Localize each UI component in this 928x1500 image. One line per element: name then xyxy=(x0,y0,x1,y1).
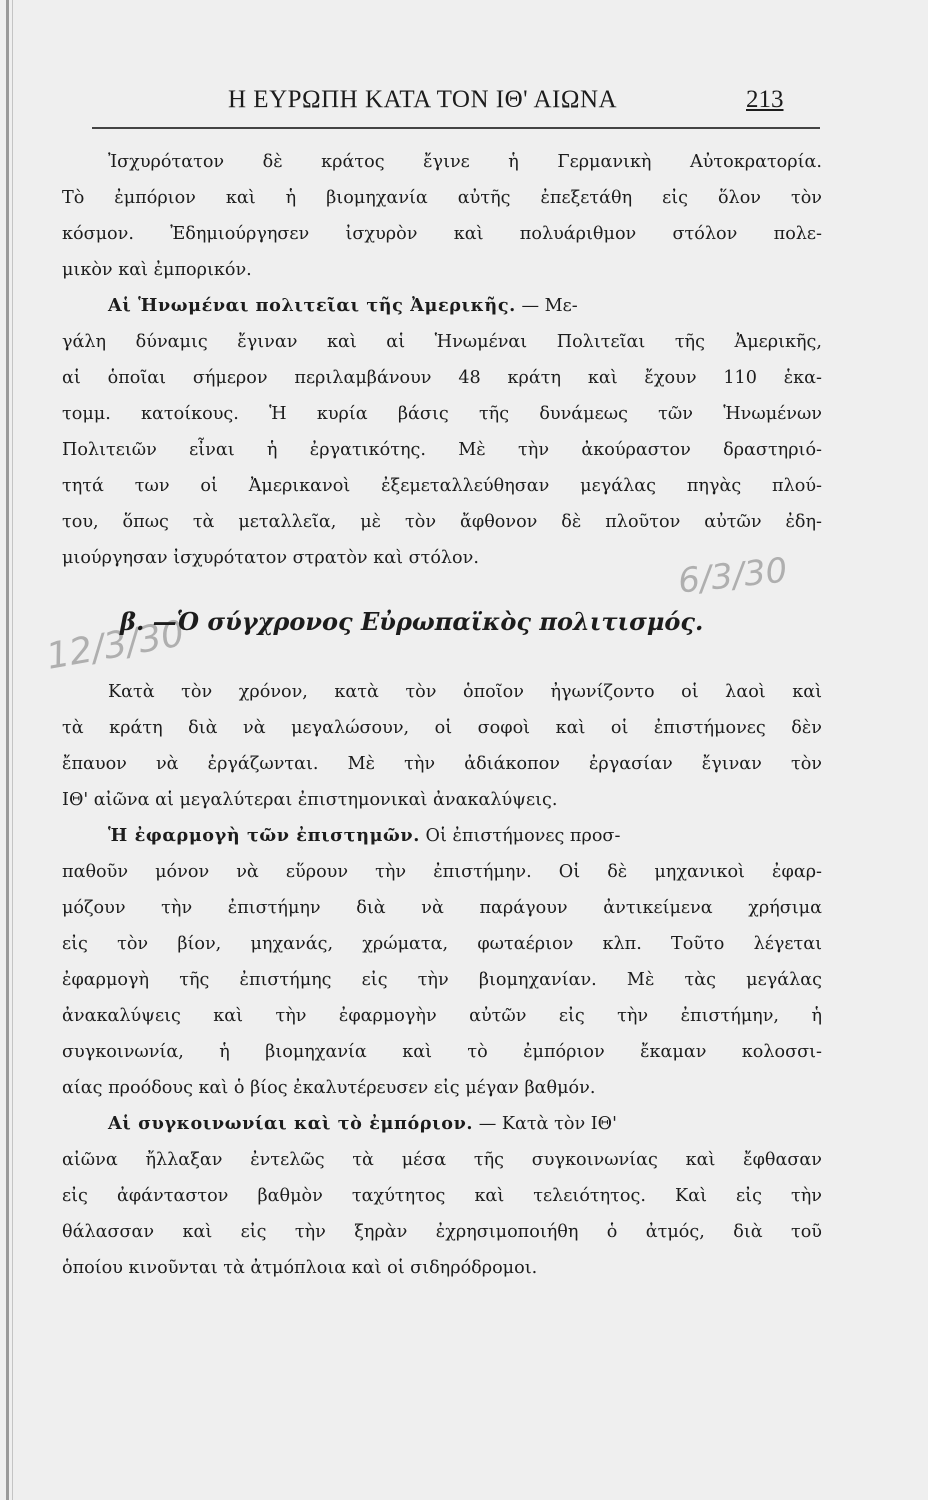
line-text: παθοῦν μόνον νὰ εὕρουν τὴν ἐπιστήμην. Οἱ δὲ μηχανικοὶ ἐφαρ- xyxy=(62,862,822,882)
text-line xyxy=(62,1214,822,1250)
text-line xyxy=(62,782,822,818)
text-line xyxy=(62,710,822,746)
line-text: τητά των οἱ Ἀμερικανοὶ ἐξεμεταλλεύθησαν μεγάλας πηγὰς πλού- xyxy=(62,476,822,496)
line-text: εἰς ἀφάνταστον βαθμὸν ταχύτητος καὶ τελειότητος. Καὶ εἰς τὴν xyxy=(62,1186,822,1206)
line-text: κόσμον. Ἐδημιούργησεν ἰσχυρὸν καὶ πολυάριθμον στόλον πολε- xyxy=(62,224,822,244)
line-text: θάλασσαν καὶ εἰς τὴν ξηρὰν ἐχρησιμοποιήθη ὁ ἀτμός, διὰ τοῦ xyxy=(62,1222,822,1242)
line-text: αίας προόδους καὶ ὁ βίος ἐκαλυτέρευσεν εἰς μέγαν βαθμόν. xyxy=(62,1078,596,1098)
line-text: μόζουν τὴν ἐπιστήμην διὰ νὰ παράγουν ἀντικείμενα χρήσιμα xyxy=(62,898,822,918)
text-line xyxy=(62,1178,822,1214)
paragraph-heading: Αἱ συγκοινωνίαι καὶ τὸ ἐμπόριον. xyxy=(108,1113,474,1134)
page-number: 213 xyxy=(746,86,784,113)
line-text: — Κατὰ τὸν ΙΘ' xyxy=(478,1114,617,1134)
header-rule xyxy=(92,127,820,129)
text-line xyxy=(62,324,822,360)
pencil-annotation: 12/3/30 xyxy=(43,613,188,678)
line-text: ἐφαρμογὴ τῆς ἐπιστήμης εἰς τὴν βιομηχανίαν. Μὲ τὰς μεγάλας xyxy=(62,970,822,990)
text-line xyxy=(62,854,822,890)
text-line xyxy=(62,216,822,252)
line-text: συγκοινωνία, ἡ βιομηχανία καὶ τὸ ἐμπόριον ἔκαμαν κολοσσι- xyxy=(62,1042,822,1062)
paragraph-heading: Αἱ Ἡνωμέναι πολιτεῖαι τῆς Ἀμερικῆς. xyxy=(108,295,516,316)
text-line xyxy=(62,746,822,782)
line-text: Κατὰ τὸν χρόνον, κατὰ τὸν ὁποῖον ἠγωνίζοντο οἱ λαοὶ καὶ xyxy=(108,682,822,702)
text-line xyxy=(62,396,822,432)
running-title: Η ΕΥΡΩΠΗ ΚΑΤΑ ΤΟΝ ΙΘ' ΑΙΩΝΑ xyxy=(228,86,618,113)
line-text: Πολιτειῶν εἶναι ἡ ἐργατικότης. Μὲ τὴν ἀκούραστον δραστηριό- xyxy=(62,440,822,460)
line-text: Οἱ ἐπιστήμονες προσ- xyxy=(425,826,621,846)
line-text: Ἰσχυρότατον δὲ κράτος ἔγινε ἡ Γερμανικὴ Αὐτοκρατορία. xyxy=(108,152,822,172)
text-line xyxy=(62,998,822,1034)
text-block-1 xyxy=(62,144,822,576)
line-text: ὁποίου κινοῦνται τὰ ἀτμόπλοια καὶ οἱ σιδηρόδρομοι. xyxy=(62,1258,538,1278)
line-text: Τὸ ἐμπόριον καὶ ἡ βιομηχανία αὐτῆς ἐπεξετάθη εἰς ὅλον τὸν xyxy=(62,188,822,208)
line-text: μικὸν καὶ ἐμπορικόν. xyxy=(62,260,252,280)
line-text: — Με- xyxy=(521,296,578,316)
binding-edge xyxy=(6,0,9,1500)
section-title: β. —Ὁ σύγχρονος Εὐρωπαϊκὸς πολιτισμός. xyxy=(120,607,704,636)
paragraph-heading: Ἡ ἐφαρμογὴ τῶν ἐπιστημῶν. xyxy=(108,825,420,846)
line-text: γάλη δύναμις ἔγιναν καὶ αἱ Ἡνωμέναι Πολιτεῖαι τῆς Ἀμερικῆς, xyxy=(62,332,822,352)
line-text: μιούργησαν ἰσχυρότατον στρατὸν καὶ στόλον. xyxy=(62,548,479,568)
text-line xyxy=(62,674,822,710)
text-line xyxy=(62,818,822,854)
line-text: τὰ κράτη διὰ νὰ μεγαλώσουν, οἱ σοφοὶ καὶ οἱ ἐπιστήμονες δὲν xyxy=(62,718,822,738)
line-text: αἱ ὁποῖαι σήμερον περιλαμβάνουν 48 κράτη καὶ ἔχουν 110 ἑκα- xyxy=(62,368,822,388)
text-line xyxy=(62,468,822,504)
line-text: ΙΘ' αἰῶνα αἱ μεγαλύτεραι ἐπιστημονικαὶ ἀνακαλύψεις. xyxy=(62,790,558,810)
page-header xyxy=(0,86,928,126)
text-line xyxy=(62,180,822,216)
line-text: αἰῶνα ἤλλαξαν ἐντελῶς τὰ μέσα τῆς συγκοινωνίας καὶ ἔφθασαν xyxy=(62,1150,822,1170)
text-line xyxy=(62,1034,822,1070)
text-line xyxy=(62,926,822,962)
text-line xyxy=(62,144,822,180)
text-line xyxy=(62,288,822,324)
line-text: ἔπαυον νὰ ἐργάζωνται. Μὲ τὴν ἀδιάκοπον ἐργασίαν ἔγιναν τὸν xyxy=(62,754,822,774)
line-text: τομμ. κατοίκους. Ἡ κυρία βάσις τῆς δυνάμεως τῶν Ἡνωμένων xyxy=(62,404,822,424)
text-line xyxy=(62,1142,822,1178)
text-line xyxy=(62,1250,822,1286)
text-line xyxy=(62,1070,822,1106)
text-line xyxy=(62,360,822,396)
text-line xyxy=(62,432,822,468)
line-text: εἰς τὸν βίον, μηχανάς, χρώματα, φωταέριον κλπ. Τοῦτο λέγεται xyxy=(62,934,822,954)
line-text: ἀνακαλύψεις καὶ τὴν ἐφαρμογὴν αὐτῶν εἰς τὴν ἐπιστήμην, ἡ xyxy=(62,1006,822,1026)
pencil-annotation: 6/3/30 xyxy=(676,550,790,602)
text-line xyxy=(62,962,822,998)
binding-edge-inner xyxy=(12,0,13,1500)
text-line xyxy=(62,1106,822,1142)
text-line xyxy=(62,252,822,288)
line-text: του, ὅπως τὰ μεταλλεῖα, μὲ τὸν ἄφθονον δὲ πλοῦτον αὐτῶν ἐδη- xyxy=(62,512,822,532)
text-line xyxy=(62,890,822,926)
text-block-2 xyxy=(62,674,822,1286)
text-line xyxy=(62,504,822,540)
